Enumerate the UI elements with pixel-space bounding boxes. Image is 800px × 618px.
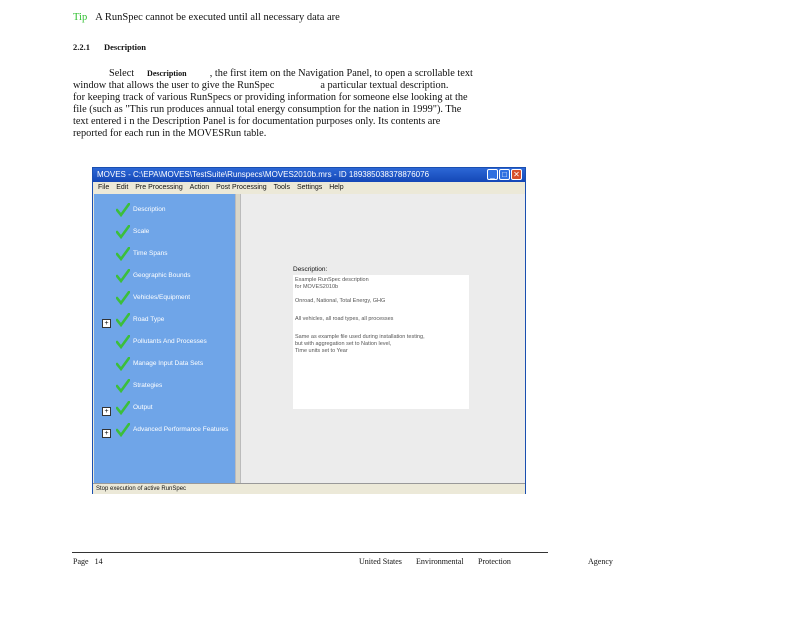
tip-label: Tip	[73, 12, 88, 23]
window-title: MOVES - C:\EPA\MOVES\TestSuite\Runspecs\MOVES2010b.mrs - ID 189385038378876076	[97, 170, 430, 179]
footer-org1: United States	[359, 557, 402, 566]
para-line3: for keeping track of various RunSpecs or providing information for someone else looking at the	[73, 92, 468, 104]
para-line6: reported for each run in the MOVESRun table.	[73, 128, 267, 140]
maximize-button[interactable]: □	[499, 169, 510, 180]
close-button[interactable]: ✕	[511, 169, 522, 180]
navigation-panel	[94, 194, 235, 483]
menu-help[interactable]: Help	[329, 184, 344, 191]
description-textarea[interactable]	[293, 275, 469, 409]
description-panel	[241, 194, 525, 483]
menu-edit[interactable]: Edit	[116, 184, 129, 191]
checkmark-icon	[116, 313, 130, 327]
para-line2a: window that allows the user to give the RunSpec	[73, 80, 275, 92]
checkmark-icon	[116, 379, 130, 393]
desc-line: Same as example file used during installation testing,	[295, 334, 425, 340]
nav-item-label: Vehicles/Equipment	[133, 294, 191, 301]
expand-vehicles-icon[interactable]: +	[102, 319, 111, 328]
checkmark-icon	[116, 335, 130, 349]
checkmark-icon	[116, 291, 130, 305]
desc-line: Onroad, National, Total Energy, GHG	[295, 298, 386, 304]
minimize-button[interactable]: _	[487, 169, 498, 180]
para-line1b: Description	[147, 69, 187, 78]
desc-line: Example RunSpec description	[295, 277, 369, 283]
nav-item-label: Description	[133, 206, 166, 213]
para-line4: file (such as "This run produces annual total energy consumption for the nation in 1999"). The	[73, 104, 462, 116]
footer-page-number: 14	[94, 557, 103, 566]
desc-line: but with aggregation set to Nation level,	[295, 341, 392, 347]
tip-line	[73, 12, 340, 23]
section-heading	[73, 42, 146, 52]
checkmark-icon	[116, 423, 130, 437]
para-line1c: , the first item on the Navigation Panel, to open a scrollable text	[209, 68, 473, 79]
menu-settings[interactable]: Settings	[296, 184, 323, 191]
status-bar	[93, 483, 525, 494]
nav-item-label: Road Type	[133, 316, 165, 323]
footer-page-label: Page	[73, 557, 89, 566]
body-paragraph	[73, 68, 473, 141]
nav-item-label: Manage Input Data Sets	[133, 360, 204, 367]
window-titlebar[interactable]	[93, 168, 525, 182]
desc-line: All vehicles, all road types, all processes	[295, 316, 394, 322]
footer-org4: Agency	[588, 557, 613, 566]
para-line5: text entered i n the Description Panel is for documentation purposes only. Its contents are	[73, 116, 441, 128]
para-line1a: Select	[109, 68, 135, 79]
status-text: Stop execution of active RunSpec	[96, 486, 187, 492]
footer-org3: Protection	[478, 557, 511, 566]
desc-line: for MOVES2010b	[295, 284, 339, 290]
menu-pre-processing[interactable]: Pre Processing	[135, 184, 183, 191]
expand-output-icon[interactable]: +	[102, 429, 111, 438]
description-label: Description:	[293, 266, 328, 273]
tip-text: A RunSpec cannot be executed until all necessary data are	[95, 12, 340, 23]
checkmark-icon	[116, 247, 130, 261]
menu-post-processing[interactable]: Post Processing	[216, 184, 267, 191]
menu-tools[interactable]: Tools	[273, 184, 290, 191]
checkmark-icon	[116, 269, 130, 283]
nav-item-label: Geographic Bounds	[133, 272, 191, 279]
section-number: 2.2.1	[73, 42, 90, 52]
nav-item-label: Output	[133, 404, 153, 411]
menu-file[interactable]: File	[98, 184, 110, 191]
moves-window	[92, 167, 526, 494]
footer-page	[73, 557, 103, 566]
nav-item-label: Advanced Performance Features	[133, 426, 229, 433]
menu-bar	[93, 182, 525, 193]
checkmark-icon	[116, 357, 130, 371]
checkmark-icon	[116, 401, 130, 415]
nav-item-label: Scale	[133, 228, 150, 235]
expand-strategies-icon[interactable]: +	[102, 407, 111, 416]
para-line2b: a particular textual description.	[320, 80, 449, 92]
checkmark-icon	[116, 203, 130, 217]
nav-item-label: Pollutants And Processes	[133, 338, 207, 345]
menu-action[interactable]: Action	[189, 184, 210, 191]
nav-item-label: Strategies	[133, 382, 163, 389]
desc-line: Time units set to Year	[295, 348, 348, 354]
checkmark-icon	[116, 225, 130, 239]
footer-divider	[72, 552, 548, 553]
nav-item-label: Time Spans	[133, 250, 168, 257]
section-title: Description	[104, 42, 147, 52]
footer-org2: Environmental	[416, 557, 464, 566]
